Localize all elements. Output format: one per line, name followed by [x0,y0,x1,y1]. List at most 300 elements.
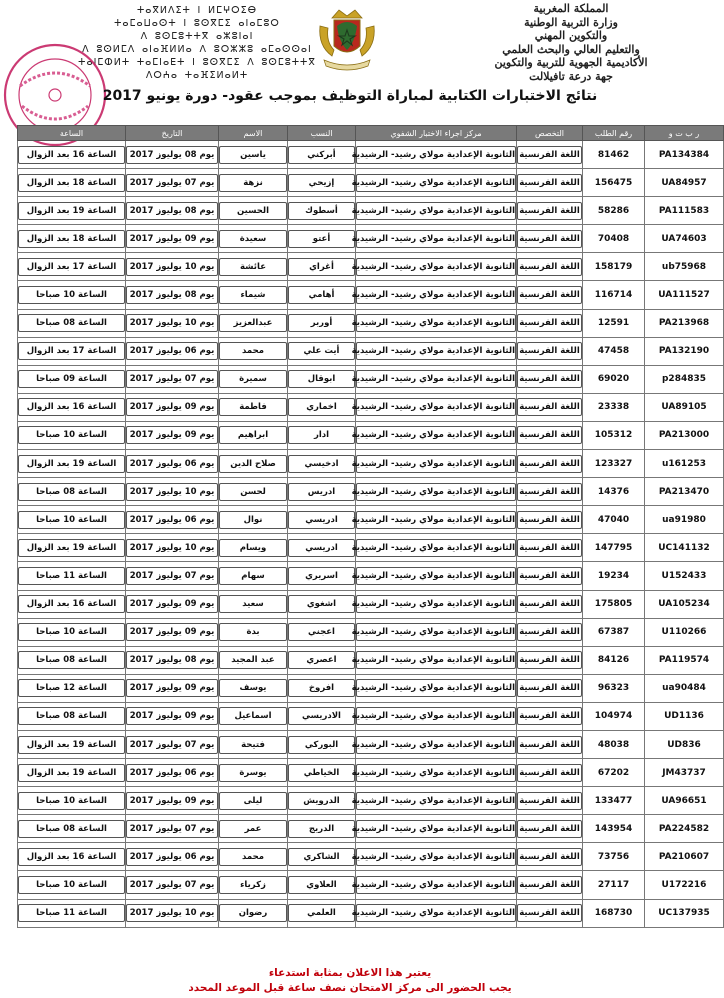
cell-first-name [219,871,288,899]
table-row [18,787,724,815]
cell-time [18,534,126,562]
cell-last-name-text: اسريري [288,567,355,585]
cell-ref: UD1136 [645,702,724,730]
cell-ref: UC141132 [645,534,724,562]
cell-first-name-text: نوال [219,511,287,529]
cell-application-number: 67202 [583,759,645,787]
cell-ref: PA213000 [645,421,724,449]
cell-last-name-text: أوربر [288,314,355,332]
cell-last-name [288,141,356,169]
cell-time [18,309,126,337]
cell-specialty [517,702,583,730]
table-row [18,534,724,562]
arabic-heading-line: والتعليم العالي والبحث العلمي [502,42,640,56]
cell-exam-center [351,759,517,787]
cell-time-text: الساعة 10 صباحا [18,286,125,304]
cell-exam-center-text: الثانوية الإعدادية مولاي رشيد- الرشيدية [356,202,516,220]
cell-date [126,281,219,309]
cell-ref: PA132190 [645,337,724,365]
cell-date-text: يوم 06 يوليوز 2017 [126,764,218,782]
cell-exam-center-text: الثانوية الإعدادية مولاي رشيد- الرشيدية [356,736,516,754]
cell-specialty-text: اللغة الفرنسية [517,764,582,782]
cell-specialty [517,618,583,646]
cell-date [126,730,219,758]
cell-last-name-text: أعتو [288,230,355,248]
cell-last-name [288,871,356,899]
cell-exam-center [351,337,517,365]
cell-application-number: 168730 [583,899,645,927]
cell-date-text: يوم 07 يوليوز 2017 [126,370,218,388]
table-row [18,730,724,758]
footer-notice [100,966,600,996]
cell-time-text: الساعة 19 بعد الزوال [18,539,125,557]
cell-first-name [219,590,288,618]
cell-exam-center-text: الثانوية الإعدادية مولاي رشيد- الرشيدية [356,679,516,697]
cell-time-text: الساعة 11 صباحا [18,567,125,585]
cell-exam-center-text: الثانوية الإعدادية مولاي رشيد- الرشيدية [356,511,516,529]
cell-date [126,421,219,449]
cell-time-text: الساعة 10 صباحا [18,623,125,641]
cell-first-name-text: سعيد [219,595,287,613]
page-title: نتائج الاختبارات الكتابية لمباراة التوظيف بموجب عقود- دورة يونيو 2017 [102,88,598,104]
cell-date-text: يوم 09 يوليوز 2017 [126,426,218,444]
cell-time [18,393,126,421]
cell-first-name [219,337,288,365]
cell-specialty [517,365,583,393]
cell-date [126,141,219,169]
cell-ref: PA224582 [645,815,724,843]
cell-last-name [288,365,356,393]
cell-first-name [219,225,288,253]
cell-exam-center [351,702,517,730]
cell-last-name [288,646,356,674]
cell-application-number: 23338 [583,393,645,421]
cell-application-number: 67387 [583,618,645,646]
cell-time-text: الساعة 12 صباحا [18,679,125,697]
cell-specialty [517,169,583,197]
cell-exam-center-text: الثانوية الإعدادية مولاي رشيد- الرشيدية [356,651,516,669]
cell-last-name-text: ادخيسي [288,455,355,473]
cell-exam-center [351,478,517,506]
cell-specialty-text: اللغة الفرنسية [517,511,582,529]
cell-first-name-text: عبد المجيد [219,651,287,669]
cell-application-number: 27117 [583,871,645,899]
table-row [18,169,724,197]
cell-specialty [517,393,583,421]
cell-date-text: يوم 09 يوليوز 2017 [126,595,218,613]
cell-ref: UD836 [645,730,724,758]
cell-ref: UC137935 [645,899,724,927]
cell-date-text: يوم 10 يوليوز 2017 [126,539,218,557]
tifinagh-line: ⵜⴰⴳⵍⴷⵉⵜ ⵏ ⵍⵎⵖⵔⵉⴱ [136,5,258,16]
cell-time-text: الساعة 16 بعد الزوال [18,595,125,613]
cell-date-text: يوم 06 يوليوز 2017 [126,848,218,866]
cell-last-name [288,225,356,253]
cell-date [126,787,219,815]
cell-date [126,309,219,337]
cell-exam-center [351,365,517,393]
cell-exam-center-text: الثانوية الإعدادية مولاي رشيد- الرشيدية [356,455,516,473]
cell-time [18,281,126,309]
cell-exam-center-text: الثانوية الإعدادية مولاي رشيد- الرشيدية [356,595,516,613]
cell-application-number: 123327 [583,450,645,478]
cell-date-text: يوم 08 يوليوز 2017 [126,651,218,669]
cell-date [126,618,219,646]
cell-first-name [219,450,288,478]
cell-exam-center [351,871,517,899]
cell-application-number: 158179 [583,253,645,281]
cell-last-name-text: العلاوي [288,876,355,894]
cell-time-text: الساعة 08 صباحا [18,707,125,725]
cell-application-number: 69020 [583,365,645,393]
cell-ref: UA105234 [645,590,724,618]
cell-application-number: 147795 [583,534,645,562]
cell-first-name [219,309,288,337]
cell-date-text: يوم 06 يوليوز 2017 [126,511,218,529]
cell-exam-center [351,253,517,281]
table-header-row [18,126,724,141]
arabic-heading-line: جهة درعة تافيلالت [529,69,613,83]
cell-date [126,393,219,421]
cell-first-name-text: بدة [219,623,287,641]
cell-specialty [517,197,583,225]
cell-date-text: يوم 08 يوليوز 2017 [126,202,218,220]
cell-last-name-text: البوركي [288,736,355,754]
cell-date-text: يوم 10 يوليوز 2017 [126,258,218,276]
cell-application-number: 133477 [583,787,645,815]
cell-last-name-text: ادريسي [288,539,355,557]
cell-first-name [219,141,288,169]
cell-time [18,450,126,478]
cell-date-text: يوم 08 يوليوز 2017 [126,286,218,304]
cell-application-number: 104974 [583,702,645,730]
cell-date-text: يوم 07 يوليوز 2017 [126,820,218,838]
cell-last-name [288,337,356,365]
cell-specialty [517,590,583,618]
results-table [17,125,724,928]
cell-last-name-text: إزيحي [288,174,355,192]
cell-first-name-text: ليلى [219,792,287,810]
cell-last-name-text: اعصري [288,651,355,669]
cell-specialty-text: اللغة الفرنسية [517,707,582,725]
cell-time-text: الساعة 08 صباحا [18,820,125,838]
cell-date [126,506,219,534]
table-row [18,815,724,843]
cell-last-name [288,478,356,506]
cell-last-name [288,281,356,309]
cell-first-name-text: ويسام [219,539,287,557]
table-row [18,253,724,281]
cell-specialty [517,787,583,815]
cell-date-text: يوم 09 يوليوز 2017 [126,230,218,248]
cell-date-text: يوم 09 يوليوز 2017 [126,707,218,725]
cell-date [126,674,219,702]
cell-first-name-text: الحسين [219,202,287,220]
cell-first-name [219,478,288,506]
cell-date [126,225,219,253]
cell-last-name-text: ادار [288,426,355,444]
cell-specialty-text: اللغة الفرنسية [517,679,582,697]
cell-last-name [288,450,356,478]
cell-ref: UA74603 [645,225,724,253]
cell-time-text: الساعة 17 بعد الزوال [18,342,125,360]
table-row [18,450,724,478]
cell-exam-center [351,197,517,225]
cell-last-name-text: الشاكري [288,848,355,866]
table-row [18,337,724,365]
cell-date-text: يوم 07 يوليوز 2017 [126,567,218,585]
cell-time [18,506,126,534]
cell-specialty-text: اللغة الفرنسية [517,202,582,220]
cell-exam-center [351,225,517,253]
cell-time [18,141,126,169]
cell-ref: PA111583 [645,197,724,225]
table-row [18,759,724,787]
cell-date [126,253,219,281]
arabic-heading-line: الأكاديمية الجهوية للتربية والتكوين [494,56,648,69]
cell-last-name-text: ابوقال [288,370,355,388]
cell-exam-center-text: الثانوية الإعدادية مولاي رشيد- الرشيدية [356,342,516,360]
cell-last-name-text: اعجني [288,623,355,641]
column-header-time: الساعة [18,126,126,141]
cell-date [126,871,219,899]
cell-last-name [288,674,356,702]
cell-first-name-text: عمر [219,820,287,838]
cell-exam-center [351,646,517,674]
cell-specialty-text: اللغة الفرنسية [517,483,582,501]
cell-specialty-text: اللغة الفرنسية [517,595,582,613]
cell-first-name-text: عائشة [219,258,287,276]
cell-exam-center-text: الثانوية الإعدادية مولاي رشيد- الرشيدية [356,146,516,164]
column-header-application-number: رقم الطلب [583,126,645,141]
cell-exam-center-text: الثانوية الإعدادية مولاي رشيد- الرشيدية [356,904,516,922]
cell-last-name [288,787,356,815]
arabic-heading-line: وزارة التربية الوطنية [524,15,618,29]
cell-specialty-text: اللغة الفرنسية [517,848,582,866]
cell-date-text: يوم 10 يوليوز 2017 [126,314,218,332]
cell-application-number: 70408 [583,225,645,253]
cell-time-text: الساعة 16 بعد الزوال [18,398,125,416]
cell-date [126,702,219,730]
cell-first-name [219,787,288,815]
cell-time [18,646,126,674]
cell-specialty [517,646,583,674]
cell-last-name [288,815,356,843]
cell-first-name-text: صلاح الدين [219,455,287,473]
cell-time [18,674,126,702]
cell-first-name-text: محمد [219,342,287,360]
cell-specialty-text: اللغة الفرنسية [517,258,582,276]
cell-last-name-text: أيت علي [288,342,355,360]
cell-specialty [517,421,583,449]
cell-first-name [219,253,288,281]
cell-ref: UA111527 [645,281,724,309]
table-row [18,421,724,449]
cell-ref: U110266 [645,618,724,646]
cell-specialty [517,815,583,843]
cell-last-name-text: اخماري [288,398,355,416]
table-row [18,646,724,674]
cell-first-name-text: فتيحة [219,736,287,754]
cell-time-text: الساعة 19 بعد الزوال [18,764,125,782]
cell-ref: U152433 [645,562,724,590]
column-header-first-name: الاسم [219,126,288,141]
cell-date-text: يوم 08 يوليوز 2017 [126,146,218,164]
cell-time [18,562,126,590]
cell-first-name-text: يوسرة [219,764,287,782]
cell-exam-center-text: الثانوية الإعدادية مولاي رشيد- الرشيدية [356,286,516,304]
cell-exam-center [351,843,517,871]
table-row [18,478,724,506]
table-row [18,197,724,225]
cell-first-name [219,421,288,449]
cell-last-name-text: أسطوك [288,202,355,220]
cell-specialty-text: اللغة الفرنسية [517,455,582,473]
cell-time [18,478,126,506]
cell-specialty-text: اللغة الفرنسية [517,651,582,669]
cell-date-text: يوم 06 يوليوز 2017 [126,342,218,360]
cell-specialty-text: اللغة الفرنسية [517,539,582,557]
cell-application-number: 47040 [583,506,645,534]
cell-exam-center-text: الثانوية الإعدادية مولاي رشيد- الرشيدية [356,539,516,557]
cell-first-name [219,843,288,871]
cell-specialty-text: اللغة الفرنسية [517,792,582,810]
cell-ref: PA213968 [645,309,724,337]
cell-specialty [517,843,583,871]
cell-application-number: 19234 [583,562,645,590]
cell-date [126,534,219,562]
table-row [18,506,724,534]
tifinagh-line: ⴷⵔⵄⴰ ⵜⴰⴼⵉⵍⴰⵍⵜ [145,70,249,81]
cell-date [126,815,219,843]
cell-specialty [517,506,583,534]
cell-exam-center-text: الثانوية الإعدادية مولاي رشيد- الرشيدية [356,764,516,782]
table-row [18,843,724,871]
cell-exam-center [351,534,517,562]
cell-ref: ua90484 [645,674,724,702]
cell-ref: UA84957 [645,169,724,197]
cell-specialty [517,899,583,927]
cell-date-text: يوم 07 يوليوز 2017 [126,174,218,192]
cell-time-text: الساعة 09 صباحا [18,370,125,388]
cell-date-text: يوم 09 يوليوز 2017 [126,792,218,810]
column-header-last-name: النسب [288,126,356,141]
cell-time-text: الساعة 08 صباحا [18,314,125,332]
cell-specialty [517,225,583,253]
cell-last-name [288,309,356,337]
footer-line-arrival: يجب الحضور الى مركز الامتحان نصف ساعة قبل الموعد المحدد [188,982,512,994]
cell-ref: PA210607 [645,843,724,871]
cell-first-name-text: سميرة [219,370,287,388]
cell-last-name [288,197,356,225]
cell-first-name-text: ابراهيم [219,426,287,444]
cell-exam-center [351,506,517,534]
cell-exam-center [351,674,517,702]
cell-time-text: الساعة 19 بعد الزوال [18,455,125,473]
cell-ref: PA213470 [645,478,724,506]
cell-first-name [219,393,288,421]
cell-last-name [288,702,356,730]
cell-application-number: 84126 [583,646,645,674]
cell-exam-center [351,141,517,169]
cell-time [18,590,126,618]
tifinagh-line: ⴷ ⵓⵙⵍⵎⴷ ⴰⵏⴰⴼⵍⵍⴰ ⴷ ⵓⵔⵣⵣⵓ ⴰⵎⴰⵙⵙⴰⵏ [82,44,312,55]
cell-application-number: 96323 [583,674,645,702]
cell-first-name [219,646,288,674]
cell-exam-center-text: الثانوية الإعدادية مولاي رشيد- الرشيدية [356,567,516,585]
cell-application-number: 47458 [583,337,645,365]
cell-exam-center [351,899,517,927]
cell-time [18,759,126,787]
cell-application-number: 175805 [583,590,645,618]
table-row [18,393,724,421]
cell-time [18,618,126,646]
cell-last-name [288,843,356,871]
cell-exam-center-text: الثانوية الإعدادية مولاي رشيد- الرشيدية [356,398,516,416]
cell-first-name [219,197,288,225]
cell-exam-center-text: الثانوية الإعدادية مولاي رشيد- الرشيدية [356,623,516,641]
cell-last-name-text: أهامي [288,286,355,304]
table-row [18,141,724,169]
cell-ref: PA134384 [645,141,724,169]
cell-application-number: 12591 [583,309,645,337]
cell-specialty [517,674,583,702]
cell-last-name [288,253,356,281]
cell-first-name-text: نزهة [219,174,287,192]
cell-first-name-text: رضوان [219,904,287,922]
cell-first-name-text: ياسين [219,146,287,164]
tifinagh-line: ⵜⴰⵎⴰⵡⴰⵙⵜ ⵏ ⵓⵙⴳⵎⵉ ⴰⵏⴰⵎⵓⵔ [114,18,280,29]
column-header-date: التاريخ [126,126,219,141]
cell-ref: PA119574 [645,646,724,674]
cell-time [18,843,126,871]
cell-first-name [219,281,288,309]
cell-time-text: الساعة 16 بعد الزوال [18,146,125,164]
cell-last-name-text: الخياطي [288,764,355,782]
cell-time [18,730,126,758]
cell-specialty-text: اللغة الفرنسية [517,736,582,754]
cell-last-name [288,421,356,449]
cell-specialty [517,309,583,337]
cell-specialty-text: اللغة الفرنسية [517,370,582,388]
cell-last-name-text: افروخ [288,679,355,697]
cell-last-name [288,618,356,646]
cell-last-name [288,562,356,590]
cell-time-text: الساعة 10 صباحا [18,876,125,894]
cell-date-text: يوم 06 يوليوز 2017 [126,455,218,473]
cell-exam-center [351,450,517,478]
cell-last-name [288,759,356,787]
cell-ref: UA89105 [645,393,724,421]
arabic-heading-line: المملكة المغربية [533,2,609,15]
cell-time-text: الساعة 16 بعد الزوال [18,848,125,866]
cell-exam-center-text: الثانوية الإعدادية مولاي رشيد- الرشيدية [356,370,516,388]
cell-date-text: يوم 10 يوليوز 2017 [126,904,218,922]
cell-exam-center [351,815,517,843]
cell-time-text: الساعة 10 صباحا [18,426,125,444]
cell-date [126,365,219,393]
cell-date [126,646,219,674]
cell-exam-center-text: الثانوية الإعدادية مولاي رشيد- الرشيدية [356,876,516,894]
cell-specialty [517,759,583,787]
cell-time [18,702,126,730]
cell-specialty-text: اللغة الفرنسية [517,174,582,192]
cell-date [126,450,219,478]
cell-application-number: 14376 [583,478,645,506]
cell-specialty-text: اللغة الفرنسية [517,398,582,416]
cell-specialty-text: اللغة الفرنسية [517,820,582,838]
cell-time-text: الساعة 18 بعد الزوال [18,230,125,248]
